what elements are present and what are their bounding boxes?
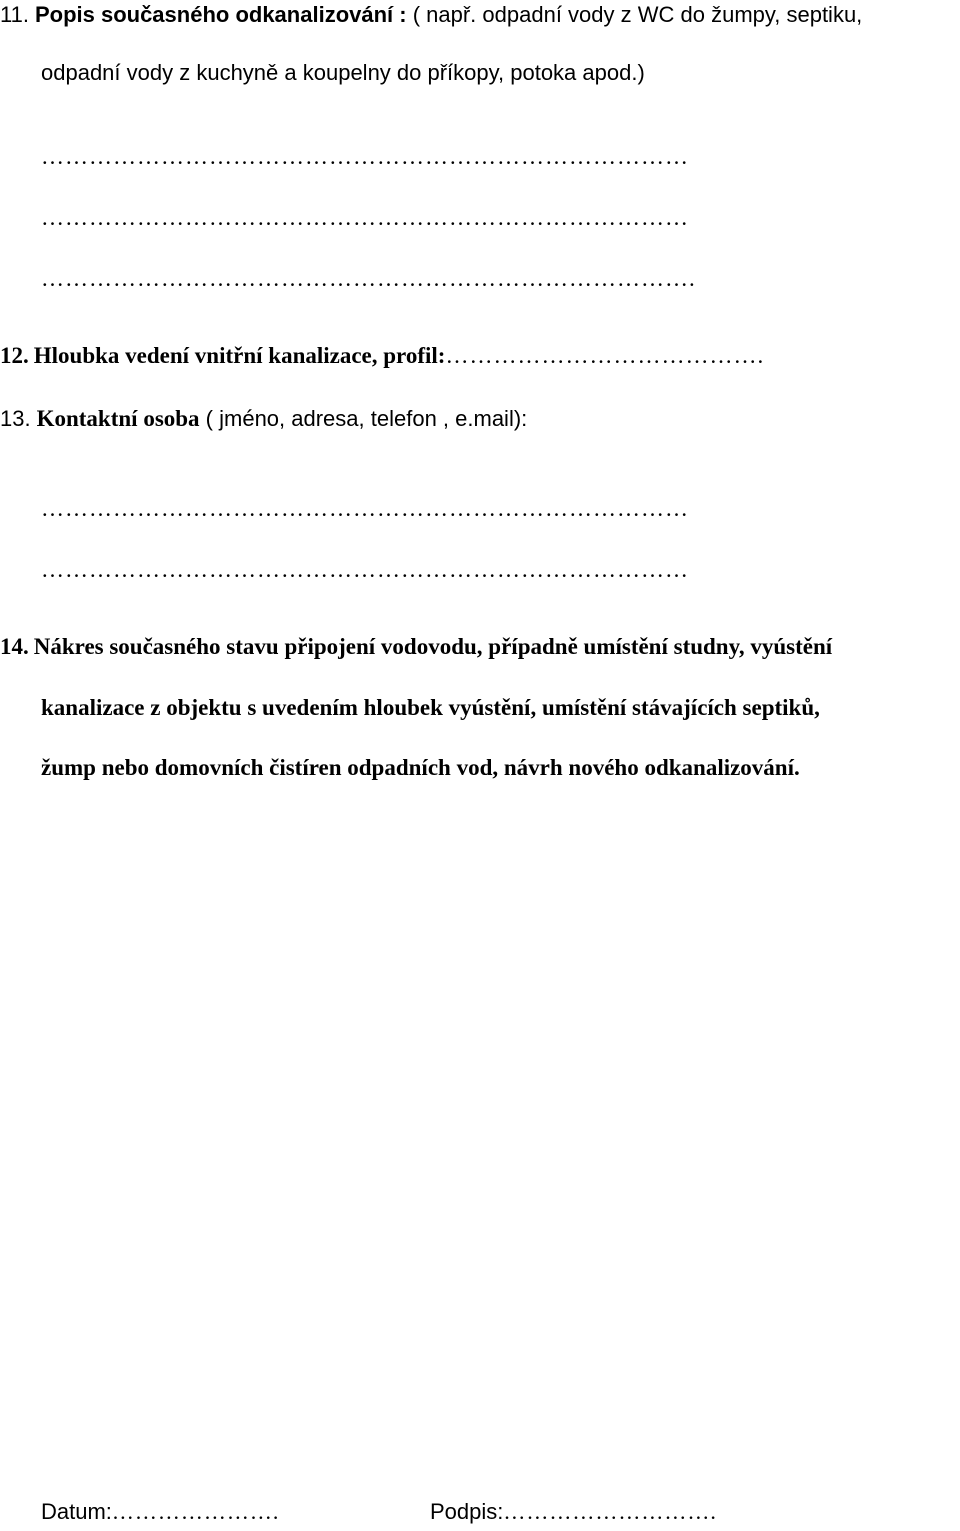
section-11-heading — [0, 0, 862, 30]
section-13-title: Kontaktní osoba — [36, 406, 200, 431]
section-13-number: 13. — [0, 406, 31, 431]
section-14-text-line3: žump nebo domovních čistíren odpadních vod, návrh nového odkanalizování. — [41, 755, 800, 780]
section-12-dotted-fill: …………………………………. — [445, 343, 765, 368]
section-11-text-line2: odpadní vody z kuchyně a koupelny do příkopy, potoka apod.) — [41, 60, 645, 85]
section-12-number: 12. — [0, 343, 29, 368]
section-12-title: Hloubka vedení vnitřní kanalizace, profil: — [33, 343, 446, 368]
section-13-dotted-line-1: ……………………………………………………………………… — [41, 496, 689, 521]
section-14-text-line1: Nákres současného stavu připojení vodovodu, případně umístění studny, vyústění — [33, 634, 833, 659]
date-field — [41, 1497, 324, 1527]
section-13-heading — [0, 404, 527, 434]
signature-field — [430, 1497, 905, 1527]
section-14-number: 14. — [0, 634, 29, 659]
section-11-number: 11. — [0, 2, 29, 27]
date-dotted-fill: …………………. — [111, 1499, 280, 1524]
signature-dotted-fill: ………………………. — [503, 1499, 717, 1524]
section-14-line-1 — [0, 632, 832, 662]
section-14-text-line2: kanalizace z objektu s uvedením hloubek vyústění, umístění stávajících septiků, — [41, 695, 820, 720]
section-12-heading — [0, 341, 850, 371]
section-11-text-line1: ( např. odpadní vody z WC do žumpy, septiku, — [406, 2, 863, 27]
section-11-title: Popis současného odkanalizování : — [34, 2, 407, 27]
signature-label: Podpis: — [430, 1499, 504, 1524]
section-13-dotted-line-2: ……………………………………………………………………… — [41, 557, 689, 582]
section-13-text: ( jméno, adresa, telefon , e.mail): — [199, 406, 528, 431]
section-11-dotted-line-2: ……………………………………………………………………… — [41, 205, 689, 230]
date-label: Datum: — [41, 1499, 112, 1524]
section-11-dotted-line-1: ……………………………………………………………………… — [41, 144, 689, 169]
section-11-dotted-line-3: ………………………………………………………………………. — [41, 266, 696, 291]
